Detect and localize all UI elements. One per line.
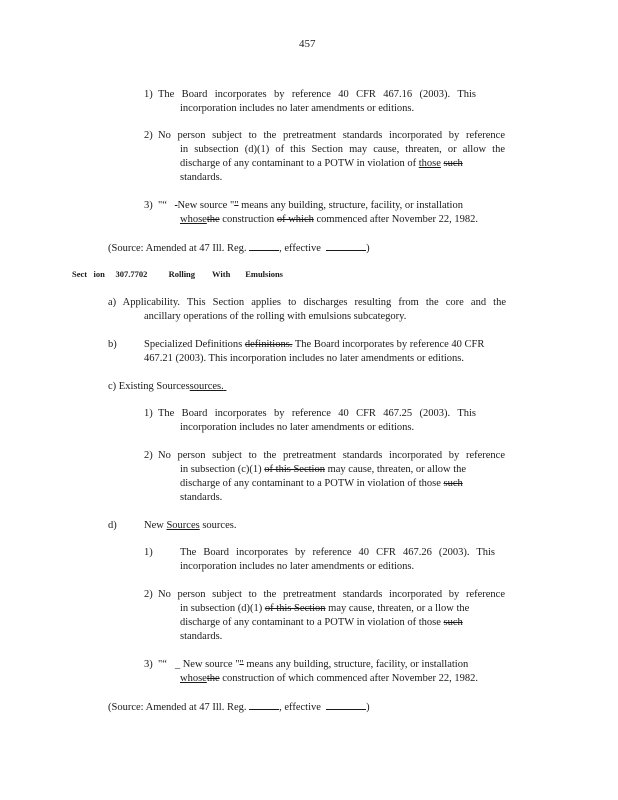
- item-number: 3): [144, 659, 153, 670]
- item-number: b): [108, 339, 117, 350]
- item-number: 2): [144, 589, 153, 600]
- item-text-line: "“ New source "" means any building, structure, facility, or installation: [158, 200, 463, 211]
- source-note: (Source: Amended at 47 Ill. Reg. , effective ): [108, 243, 370, 254]
- paragraph-line: ancillary operations of the rolling with emulsions subcategory.: [144, 311, 407, 322]
- item-text-line: "“ _ New source "" means any building, structure, facility, or installation: [158, 659, 469, 670]
- item-text-line: in subsection (c)(1) of this Section may cause, threaten, or allow the: [180, 464, 467, 475]
- paragraph-line: c) Existing Sourcessources.: [108, 381, 224, 392]
- item-text-line: standards.: [180, 492, 223, 503]
- paragraph-line: New Sources sources.: [144, 520, 237, 531]
- item-text-line: No person subject to the pretreatment standards incorporated by reference: [158, 130, 505, 141]
- item-text-line: The Board incorporates by reference 40 CFR 467.26 (2003). This: [180, 547, 495, 558]
- item-text-line: standards.: [180, 631, 223, 642]
- page-number: 457: [299, 38, 316, 50]
- paragraph-line: a) Applicability. This Section applies to discharges resulting from the core and the: [108, 297, 506, 308]
- item-text-line: discharge of any contaminant to a POTW in violation of those such: [180, 158, 463, 169]
- item-text-line: whosethe construction of which commenced after November 22, 1982.: [180, 214, 479, 225]
- item-number: 1): [144, 547, 153, 558]
- paragraph-line: 467.21 (2003). This incorporation includes no later amendments or editions.: [144, 353, 464, 364]
- item-text-line: No person subject to the pretreatment standards incorporated by reference: [158, 450, 505, 461]
- item-text-line: incorporation includes no later amendments or editions.: [180, 422, 415, 433]
- item-text-line: No person subject to the pretreatment standards incorporated by reference: [158, 589, 505, 600]
- item-text-line: whosethe construction of which commenced after November 22, 1982.: [180, 673, 479, 684]
- item-text-line: The Board incorporates by reference 40 CFR 467.25 (2003). This: [158, 408, 476, 419]
- item-text-line: discharge of any contaminant to a POTW in violation of those such: [180, 478, 463, 489]
- item-text-line: incorporation includes no later amendments or editions.: [180, 561, 415, 572]
- item-text-line: standards.: [180, 172, 223, 183]
- item-text-line: incorporation includes no later amendments or editions.: [180, 103, 415, 114]
- item-text-line: The Board incorporates by reference 40 CFR 467.16 (2003). This: [158, 89, 476, 100]
- item-text-line: in subsection (d)(1) of this Section may cause, threaten, or allow the: [180, 144, 505, 155]
- item-number: d): [108, 520, 117, 531]
- item-text-line: discharge of any contaminant to a POTW in violation of those such: [180, 617, 463, 628]
- section-heading: Sect ion 307.7702 Rolling With Emulsions: [72, 269, 283, 279]
- source-note: (Source: Amended at 47 Ill. Reg. , effective ): [108, 702, 370, 713]
- paragraph-line: Specialized Definitions definitions. The Board incorporates by reference 40 CFR: [144, 339, 485, 350]
- item-number: 1): [144, 89, 153, 100]
- item-number: 1): [144, 408, 153, 419]
- item-text-line: in subsection (d)(1) of this Section may cause, threaten, or a llow the: [180, 603, 470, 614]
- item-number: 2): [144, 450, 153, 461]
- item-number: 2): [144, 130, 153, 141]
- item-number: 3): [144, 200, 153, 211]
